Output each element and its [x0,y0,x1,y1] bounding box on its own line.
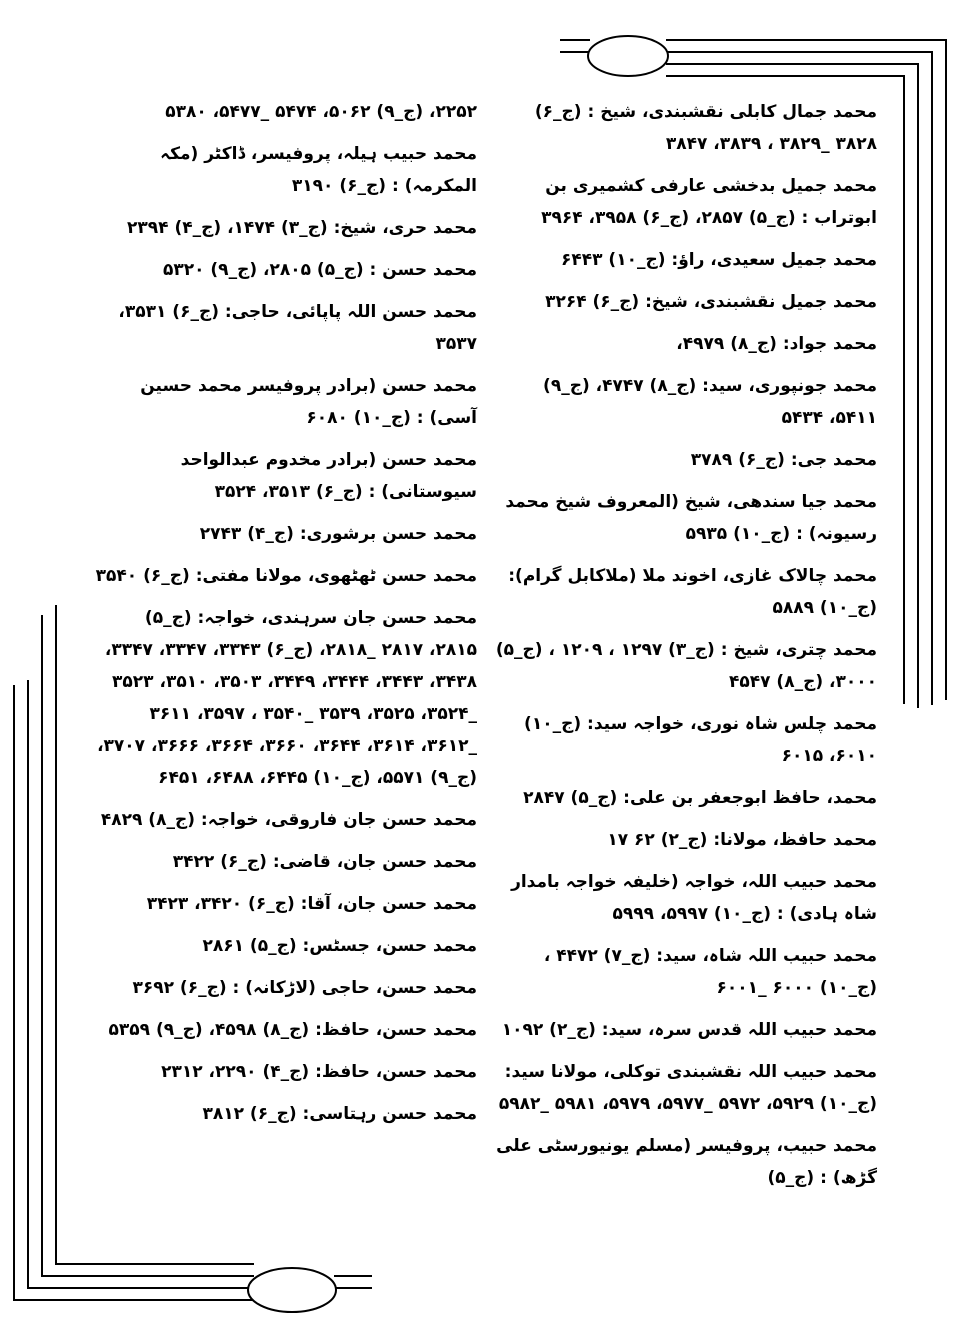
index-entry: محمد حسن جان فاروقی، خواجہ: (ج_۸) ۴۸۲۹ [100,810,477,830]
left-column [92,96,477,1140]
index-entry: محمد حسن جان، آقا: (ج_۶) ۳۴۲۰، ۳۴۲۳ [146,894,477,914]
index-entry: محمد جمال کابلی نقشبندی، شیخ : (ج_۶) ۳۸۲۸ _۳۸۲۹ ، ۳۸۳۹، ۳۸۴۷ [534,102,877,154]
index-entry: محمد حسن رہتاسی: (ج_۶) ۳۸۱۲ [202,1104,477,1124]
index-entry: محمد جمیل بدخشی عارفی کشمیری بن ابوتراب : (ج_۵) ۲۸۵۷، (ج_۶) ۳۹۵۸، ۳۹۶۴ [541,176,877,228]
index-entry: محمد حسن : (ج_۵) ۲۸۰۵، (ج_۹) ۵۳۲۰ [162,260,477,280]
index-entry: محمد چلس شاہ نوری، خواجہ سید: (ج_۱۰) ۶۰۱۰، ۶۰۱۵ [524,714,877,766]
index-entry: محمد جی: (ج_۶) ۳۷۸۹ [690,450,877,470]
index-entry: محمد جمیل نقشبندی، شیخ: (ج_۶) ۳۲۶۴ [545,292,877,312]
index-entry: محمد حسن جان سرہندی، خواجہ: (ج_۵) ۲۸۱۵، ۲۸۱۷ _۲۸۱۸، (ج_۶) ۳۳۴۳، ۳۳۴۷، ۳۳۴۷، ۳۴۳۸، ۳۴۴۳، ۳۴۴۴، ۳۴۴۹، ۳۵۰۳، ۳۵۱۰، ۳۵۲۳ _۳۵۲۴، ۳۵۲۵، ۳۵۳۹ _۳۵۴۰ ، ۳۵۹۷، ۳۶۱۱ _۳۶۱۲، ۳۶۱۴، ۳۶۴۴، ۳۶۶۰، ۳۶۶۴، ۳۶۶۶، ۳۷۰۷، (ج_۹) ۵۵۷۱، (ج_۱۰) ۶۴۴۵، ۶۴۸۸، ۶۴۵۱ [97,608,477,788]
index-entry: محمد حسن (برادر مخدوم عبدالواحد سیوستانی) : (ج_۶) ۳۵۱۳، ۳۵۲۴ [180,450,477,502]
index-entry: محمد حسن اللہ پاپائی، حاجی: (ج_۶) ۳۵۳۱، ۳۵۳۷ [118,302,477,354]
index-entry: محمد حسن، جسٹس: (ج_۵) ۲۸۶۱ [202,936,477,956]
index-entry: محمد حسن برشوری: (ج_۴) ۲۷۴۳ [199,524,477,544]
index-entry: محمد چتری، شیخ : (ج_۳) ۱۲۹۷ ، ۱۲۰۹ ، (ج_۵) ۳۰۰۰، (ج_۸) ۴۵۴۷ [495,640,877,692]
index-entry: محمد حسن، حافظ: (ج_۸) ۴۵۹۸، (ج_۹) ۵۳۵۹ [108,1020,477,1040]
index-entry: محمد حسن، حافظ: (ج_۴) ۲۲۹۰، ۲۳۱۲ [161,1062,477,1082]
index-entry: محمد حبیب اللہ، خواجہ (خلیفہ خواجہ بامدار شاہ ہادی) : (ج_۱۰) ۵۹۹۷، ۵۹۹۹ [511,872,877,924]
index-entry: محمد حبیب ہیلہ، پروفیسر، ڈاکٹر (مکہ المکرمہ) : (ج_۶) ۳۱۹۰ [160,144,477,196]
index-entry: محمد حسن ٹھٹھوی، مولانا مفتی: (ج_۶) ۳۵۴۰ [95,566,477,586]
index-entry: محمد حبیب اللہ شاہ، سید: (ج_۷) ۴۴۷۲ ، (ج_۱۰) ۶۰۰۰ _۶۰۰۱ [543,946,877,998]
index-entry: محمد حافظ، مولانا: (ج_۲) ۶۲ ۱۷ [607,830,877,850]
index-entry: محمد، حافظ ابوجعفر بن علی: (ج_۵) ۲۸۴۷ [523,788,877,808]
index-entry: محمد حبیب، پروفیسر (مسلم یونیورسٹی علی گڑھ) : (ج_۵) [496,1136,877,1188]
index-entry: محمد جیا سندھی، شیخ (المعروف شیخ محمد رسیونہ) : (ج_۱۰) ۵۹۳۵ [505,492,877,544]
index-entry: محمد چالاک غازی، اخوند ملا (ملاکابل گرام): (ج_۱۰) ۵۸۸۹ [508,566,877,618]
index-entry: محمد جواد: (ج_۸) ۴۹۷۹، [676,334,877,354]
index-entry: محمد جمیل سعیدی، راؤ: (ج_۱۰) ۶۴۴۳ [560,250,877,270]
index-entry: محمد جونپوری، سید: (ج_۸) ۴۷۴۷، (ج_۹) ۵۴۱۱، ۵۴۳۴ [543,376,877,428]
index-entry: محمد حبیب اللہ نقشبندی توکلی، مولانا سید: (ج_۱۰) ۵۹۲۹، ۵۹۷۲ _۵۹۷۷، ۵۹۷۹، ۵۹۸۱ _۵۹۸۲ [498,1062,877,1114]
index-entry: محمد حسن جان، قاضی: (ج_۶) ۳۴۲۲ [172,852,477,872]
index-entry: محمد حسن، حاجی (لاڑکانہ) : (ج_۶) ۳۶۹۲ [132,978,477,998]
index-entry: محمد حبیب اللہ قدس سرہ، سید: (ج_۲) ۱۰۹۲ [501,1020,877,1040]
right-column [492,96,877,1204]
index-entry: ۲۲۵۲، (ج_۹) ۵۰۶۲، ۵۴۷۴ _۵۴۷۷، ۵۳۸۰ [165,102,477,122]
index-entry: محمد حسن (برادر پروفیسر محمد حسین آسی) : (ج_۱۰) ۶۰۸۰ [140,376,477,428]
index-entry: محمد حری، شیخ: (ج_۳) ۱۴۷۴، (ج_۴) ۲۳۹۴ [127,218,477,238]
